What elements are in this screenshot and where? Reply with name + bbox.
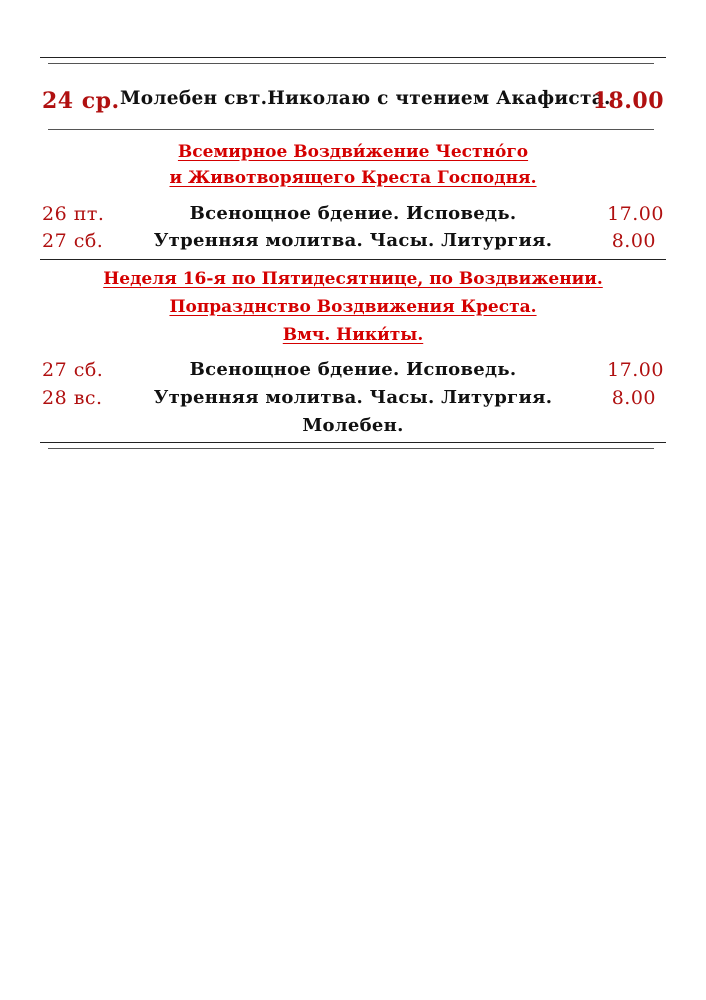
row-time: 8.00 <box>611 230 656 252</box>
row-date: 24 ср. <box>42 88 120 114</box>
schedule-row-27b <box>42 359 664 385</box>
row-service: Всенощное бдение. Исповедь. <box>189 203 517 224</box>
schedule-row-24 <box>42 88 664 114</box>
schedule-row-27a <box>42 230 664 256</box>
top-rule <box>40 57 666 58</box>
feast-heading-2-line3: Вмч. Ники́ты. <box>282 325 424 345</box>
bottom-rule <box>40 442 666 443</box>
top-rule-thin <box>48 63 654 64</box>
row-service: Всенощное бдение. Исповедь. <box>189 359 517 380</box>
schedule-row-28-cont <box>42 415 664 441</box>
row-time: 8.00 <box>611 387 656 409</box>
feast-heading-2-line2: Попразднство Воздвижения Креста. <box>169 297 537 317</box>
bottom-rule-thin <box>48 448 654 449</box>
row-date: 26 пт. <box>42 203 105 225</box>
feast-heading-1-line1: Всемирное Воздви́жение Честно́го <box>177 142 529 162</box>
row-time: 17.00 <box>607 359 664 381</box>
schedule-row-26 <box>42 203 664 229</box>
row-service: Утренняя молитва. Часы. Литургия. <box>153 387 553 408</box>
feast-heading-1-line2: и Животворящего Креста Господня. <box>169 168 537 188</box>
row-date: 27 сб. <box>42 359 104 381</box>
section-divider <box>48 129 654 130</box>
row-service: Утренняя молитва. Часы. Литургия. <box>153 230 553 251</box>
schedule-row-28 <box>42 387 664 413</box>
row-date: 28 вс. <box>42 387 103 409</box>
section-rule <box>40 259 666 260</box>
row-date: 27 сб. <box>42 230 104 252</box>
row-service: Молебен свт.Николаю с чтением Акафиста. <box>120 88 611 109</box>
row-time: 17.00 <box>607 203 664 225</box>
row-service-continuation: Молебен. <box>302 415 404 436</box>
feast-heading-2-line1: Неделя 16-я по Пятидесятнице, по Воздвижении. <box>103 269 603 289</box>
row-time: 18.00 <box>592 88 664 114</box>
